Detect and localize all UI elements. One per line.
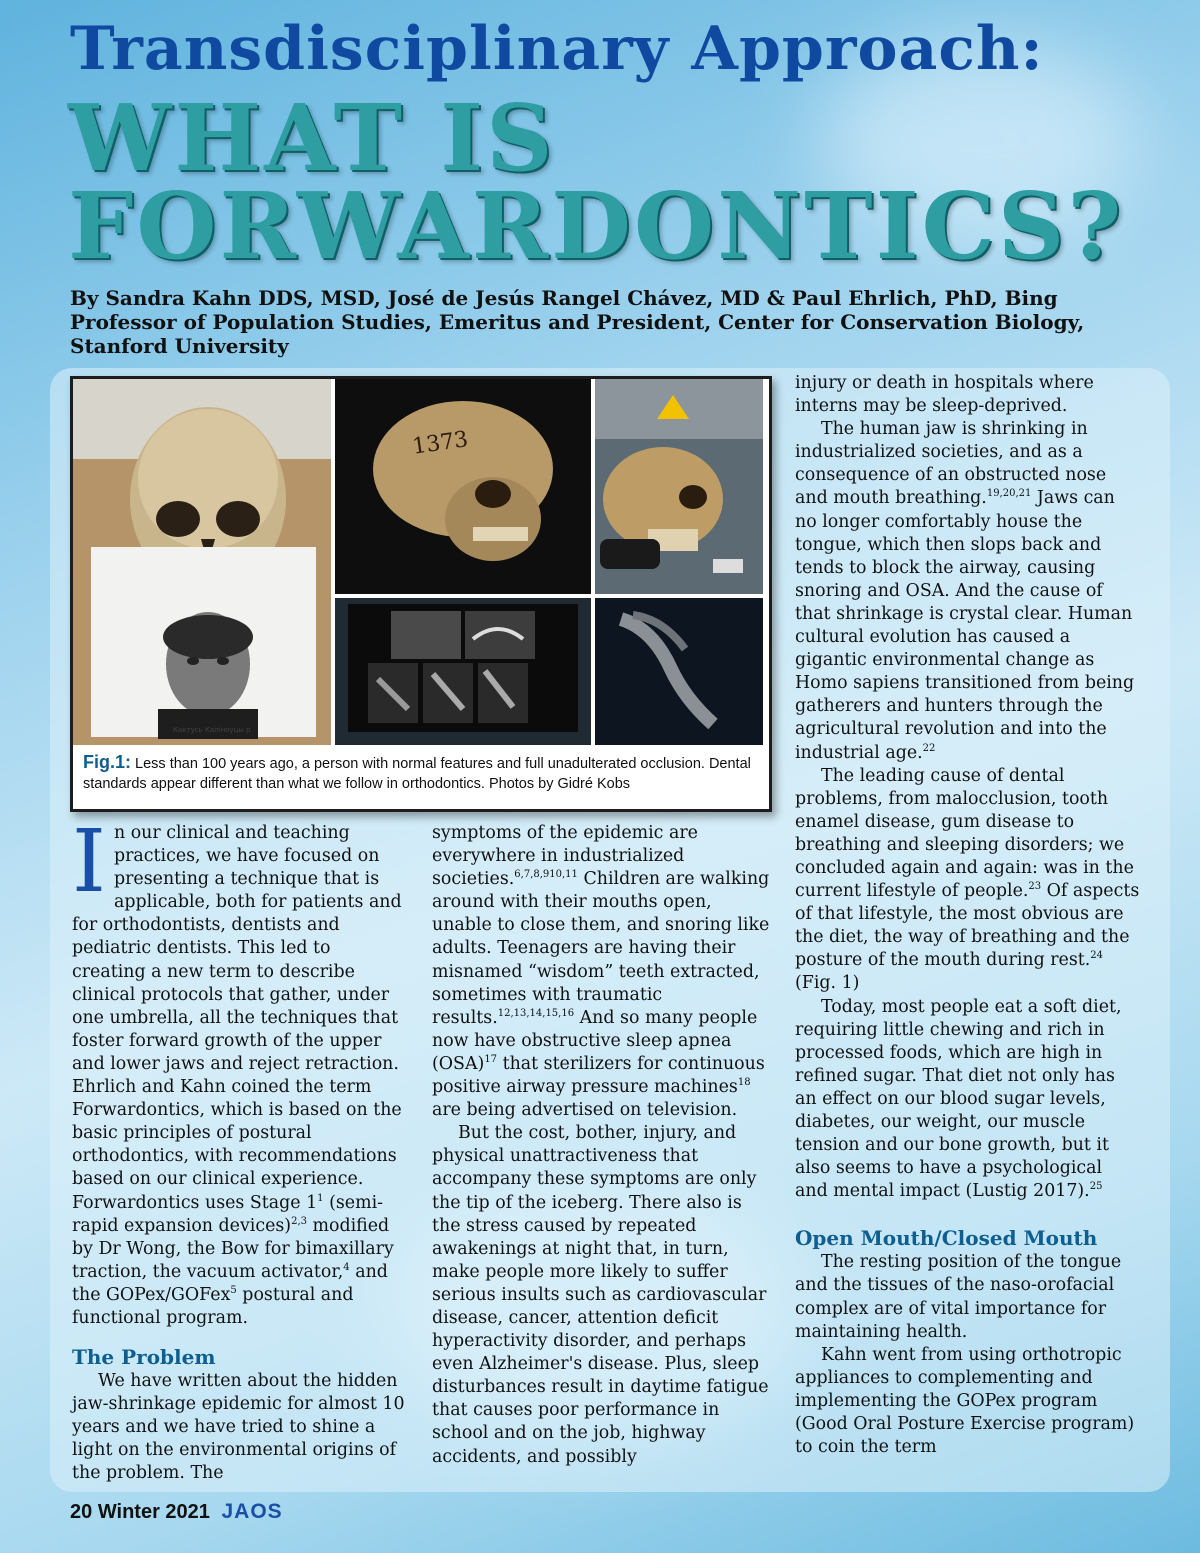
paragraph-symptoms: symptoms of the epidemic are everywhere in industrialized societies.$^{6,7,8,910,11}$ Children are walking around with their mouths open, unable to close them, and snoring like adults. Teenagers are having their misnamed “wisdom” teeth extracted, sometimes with traumatic results.$^{12,13,14,15,16}$ And so many people now have obstructive sleep apnea (OSA)$^{17}$ that sterilizers for continuous positive airway pressure machines$^{18}$ are being advertised on television.	[432, 823, 770, 1121]
photo-skull-scanner	[595, 379, 763, 594]
figure-caption	[83, 752, 763, 794]
page-footer	[70, 1500, 283, 1524]
column-1	[72, 812, 406, 1486]
column-3	[795, 372, 1140, 1459]
paragraph-jaw-shrinking: The human jaw is shrinking in industrialized societies, and as a consequence of an obstructed nose and mouth breathing.$^{19,20,21}$ Jaws can no longer comfortably house the tongue, which then slops back and tends to block the airway, causing snoring and OSA. And the cause of that shrinkage is crystal clear. Human cultural evolution has caused a gigantic environmental change as Homo sapiens transitioned from being gatherers and hunters through the agricultural revolution and into the industrial age.$^{22}$	[795, 419, 1135, 763]
page-number: 20	[70, 1501, 93, 1523]
figure-photo-collage	[73, 379, 763, 745]
photo-ct-monitor	[335, 598, 591, 745]
issue-label: Winter 2021	[97, 1501, 210, 1523]
skull-ink-number: 1373	[410, 427, 470, 460]
photo-airway-scan	[595, 598, 763, 745]
portrait-caption: Кактусь Каліноуцы р	[173, 726, 251, 734]
column-2	[432, 822, 774, 1469]
byline: By Sandra Kahn DDS, MSD, José de Jesús Rangel Chávez, MD & Paul Ehrlich, PhD, Bing Professor of Population Studies, Emeritus and President, Center for Conservation Biology, Stanford University	[70, 286, 1085, 358]
photo-skull-side	[335, 379, 591, 594]
figure-caption-text: Less than 100 years ago, a person with normal features and full unadulterated occlusion. Dental standards appear different than what we follow in orthodontics. Photos by Gidré Kobs	[83, 756, 751, 792]
title-line-2: WHAT IS	[68, 84, 556, 192]
paragraph-injury: injury or death in hospitals where interns may be sleep-deprived.	[795, 373, 1094, 417]
paragraph-resting-position: The resting position of the tongue and the tissues of the naso-orofacial complex are of vital importance for maintaining health.	[795, 1252, 1122, 1342]
paragraph-soft-diet: Today, most people eat a soft diet, requiring little chewing and rich in processed foods, which are high in refined sugar. That diet not only has an effect on our blood sugar levels, diabetes, our weight, our muscle tension and our bone growth, but it also seems to have a psychological and mental impact (Lustig 2017).$^{25}$	[795, 996, 1122, 1202]
section-heading-problem: The Problem	[72, 1345, 216, 1370]
paragraph-leading-cause: The leading cause of dental problems, from malocclusion, tooth enamel disease, gum disease to breathing and sleeping disorders; we concluded again and again: was in the current lifestyle of people.$^{23}$ Of aspects of that lifestyle, the most obvious are the diet, the way of breathing and the posture of the mouth during rest.$^{24}$ (Fig. 1)	[795, 765, 1140, 994]
paragraph-intro: In our clinical and teaching practices, we have focused on presenting a technique that is applicable, both for patients and for orthodontists, dentists and pediatric dentists. This led to creating a new term to describe clinical protocols that gather, under one umbrella, all the techniques that foster forward growth of the upper and lower jaws and reject retraction. Ehrlich and Kahn coined the term Forwardontics, which is based on the basic principles of postural orthodontics, with recommendations based on our clinical experience. Forwardontics uses Stage $1^1$ (semi-rapid expansion devices)$^{2,3}$ modified by Dr Wong, the Bow for bimaxillary traction, the vacuum activator,$^4$ and the GOPex/GOFex$^5$ postural and functional program.	[72, 812, 402, 1328]
section-heading-open-mouth: Open Mouth/Closed Mouth	[795, 1226, 1098, 1251]
drop-cap: I	[72, 812, 106, 912]
figure-label: Fig.1:	[83, 752, 131, 772]
title-line-1: Transdisciplinary Approach:	[70, 14, 1044, 84]
journal-name: JAOS	[221, 1500, 283, 1523]
photo-skull-front	[73, 379, 331, 745]
paragraph-problem: We have written about the hidden jaw-shrinkage epidemic for almost 10 years and we have tried to shine a light on the environmental origins of the problem. The	[72, 1371, 405, 1484]
figure-1	[70, 376, 772, 812]
paragraph-gopex: Kahn went from using orthotropic appliances to complementing and implementing the GOPex program (Good Oral Posture Exercise program) to coin the term	[795, 1344, 1135, 1458]
title-line-3: FORWARDONTICS?	[68, 172, 1125, 280]
paragraph-cost: But the cost, bother, injury, and physical unattractiveness that accompany these symptoms are only the tip of the iceberg. There also is the stress caused by repeated awakenings at night that, in turn, make people more likely to suffer serious insults such as cardiovascular disease, cancer, attention deficit hyperactivity disorder, and perhaps even Alzheimer's disease. Plus, sleep disturbances result in daytime fatigue that causes poor performance in school and on the job, highway accidents, and possibly	[432, 1123, 769, 1467]
